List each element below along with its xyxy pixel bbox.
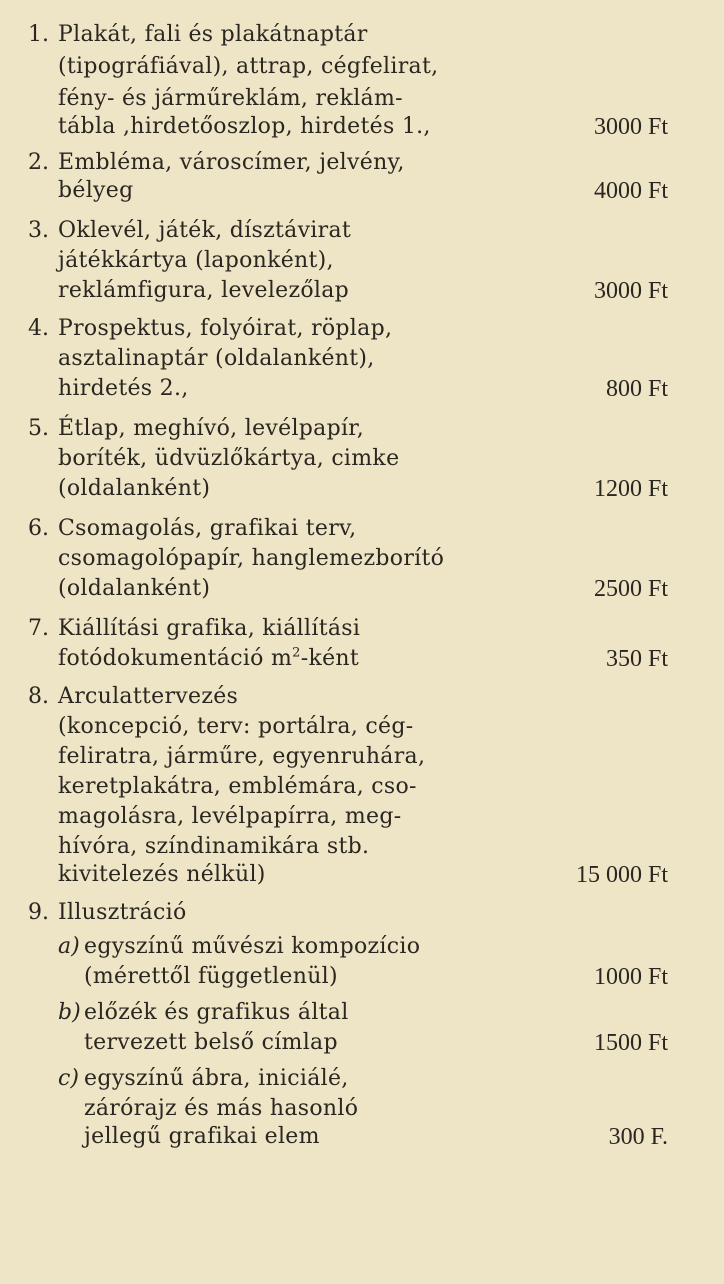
item-number: 4. xyxy=(28,316,49,341)
item-text: (koncepció, terv: portálra, cég- xyxy=(58,714,414,739)
item-text: csomagolópapír, hanglemezborító xyxy=(58,546,445,571)
item-text: magolásra, levélpapírra, meg- xyxy=(58,804,402,829)
list-item-line xyxy=(0,52,724,82)
item-number: 7. xyxy=(28,616,49,641)
list-item xyxy=(0,898,724,928)
item-number: 5. xyxy=(28,416,49,441)
item-price: 3000 Ft xyxy=(593,114,668,140)
item-text: hívóra, színdinamikára stb. xyxy=(58,834,370,859)
item-text: Arculattervezés xyxy=(58,684,239,709)
list-item xyxy=(0,314,724,344)
item-number: 6. xyxy=(28,516,49,541)
list-item-line xyxy=(0,84,724,114)
sub-item-line xyxy=(0,962,724,992)
item-text-part: fotódokumentáció m xyxy=(58,646,293,671)
item-price: 3000 Ft xyxy=(593,278,668,304)
item-text: asztalinaptár (oldalanként), xyxy=(58,346,375,371)
item-text xyxy=(58,644,359,674)
list-item-line xyxy=(0,860,724,890)
list-item-line xyxy=(0,574,724,604)
item-text: egyszínű ábra, iniciálé, xyxy=(84,1066,349,1091)
item-price: 1200 Ft xyxy=(593,476,668,502)
item-price: 800 Ft xyxy=(605,376,668,402)
list-item-line xyxy=(0,742,724,772)
list-item-line xyxy=(0,644,724,674)
item-price: 1500 Ft xyxy=(593,1030,668,1056)
item-title: Illusztráció xyxy=(58,900,187,925)
sub-item xyxy=(0,932,724,962)
item-text: jellegű grafikai elem xyxy=(84,1124,320,1149)
list-item-line xyxy=(0,344,724,374)
item-number: 1. xyxy=(28,22,49,47)
list-item-line xyxy=(0,712,724,742)
item-text: Kiállítási grafika, kiállítási xyxy=(58,616,361,641)
list-item-line xyxy=(0,276,724,306)
item-price: 300 F. xyxy=(608,1124,668,1150)
item-number: 8. xyxy=(28,684,49,709)
item-text: Embléma, városcímer, jelvény, xyxy=(58,150,405,175)
list-item-line xyxy=(0,112,724,142)
sub-item-marker: a) xyxy=(58,934,80,959)
item-text-part: -ként xyxy=(300,646,360,671)
sub-item xyxy=(0,998,724,1028)
item-text: Prospektus, folyóirat, röplap, xyxy=(58,316,393,341)
sub-item xyxy=(0,1064,724,1094)
item-price: 2500 Ft xyxy=(593,576,668,602)
item-text: egyszínű művészi kompozício xyxy=(84,934,421,959)
item-price: 15 000 Ft xyxy=(575,862,668,888)
list-item xyxy=(0,682,724,712)
item-text: zárórajz és más hasonló xyxy=(84,1096,359,1121)
item-text: (oldalanként) xyxy=(58,476,211,501)
item-text: hirdetés 2., xyxy=(58,376,189,401)
list-item xyxy=(0,614,724,644)
list-item xyxy=(0,414,724,444)
item-text: tábla ,hirdetőoszlop, hirdetés 1., xyxy=(58,114,431,139)
item-text: előzék és grafikus által xyxy=(84,1000,349,1025)
item-text: feliratra, járműre, egyenruhára, xyxy=(58,744,426,769)
list-item-line xyxy=(0,772,724,802)
list-item-line xyxy=(0,444,724,474)
item-number: 9. xyxy=(28,900,49,925)
list-item-line xyxy=(0,832,724,862)
item-text: Csomagolás, grafikai terv, xyxy=(58,516,357,541)
list-item-line xyxy=(0,176,724,206)
item-price: 4000 Ft xyxy=(593,178,668,204)
item-number: 3. xyxy=(28,218,49,243)
list-item xyxy=(0,148,724,178)
sub-item-line xyxy=(0,1094,724,1124)
list-item xyxy=(0,20,724,50)
item-price: 1000 Ft xyxy=(593,964,668,990)
item-number: 2. xyxy=(28,150,49,175)
list-item xyxy=(0,514,724,544)
item-text: tervezett belső címlap xyxy=(84,1030,338,1055)
item-text: játékkártya (laponként), xyxy=(58,248,334,273)
item-text: keretplakátra, emblémára, cso- xyxy=(58,774,417,799)
sub-item-line xyxy=(0,1122,724,1152)
sub-item-marker: b) xyxy=(58,1000,81,1025)
sub-item-marker: c) xyxy=(58,1066,79,1091)
item-text: boríték, üdvüzlőkártya, cimke xyxy=(58,446,400,471)
item-price: 350 Ft xyxy=(605,646,668,672)
item-text: Étlap, meghívó, levélpapír, xyxy=(58,416,365,441)
item-text: bélyeg xyxy=(58,178,134,203)
item-text: (tipográfiával), attrap, cégfelirat, xyxy=(58,54,439,79)
list-item-line xyxy=(0,246,724,276)
item-text: reklámfigura, levelezőlap xyxy=(58,278,350,303)
item-text: Plakát, fali és plakátnaptár xyxy=(58,22,368,47)
list-item-line xyxy=(0,802,724,832)
list-item xyxy=(0,216,724,246)
list-item-line xyxy=(0,474,724,504)
item-text: Oklevél, játék, dísztávirat xyxy=(58,218,352,243)
list-item-line xyxy=(0,544,724,574)
sub-item-line xyxy=(0,1028,724,1058)
list-item-line xyxy=(0,374,724,404)
item-text: fény- és járműreklám, reklám- xyxy=(58,86,403,111)
item-text: kivitelezés nélkül) xyxy=(58,862,266,887)
item-text: (mérettől függetlenül) xyxy=(84,964,338,989)
item-text: (oldalanként) xyxy=(58,576,211,601)
superscript: 2 xyxy=(292,645,301,661)
